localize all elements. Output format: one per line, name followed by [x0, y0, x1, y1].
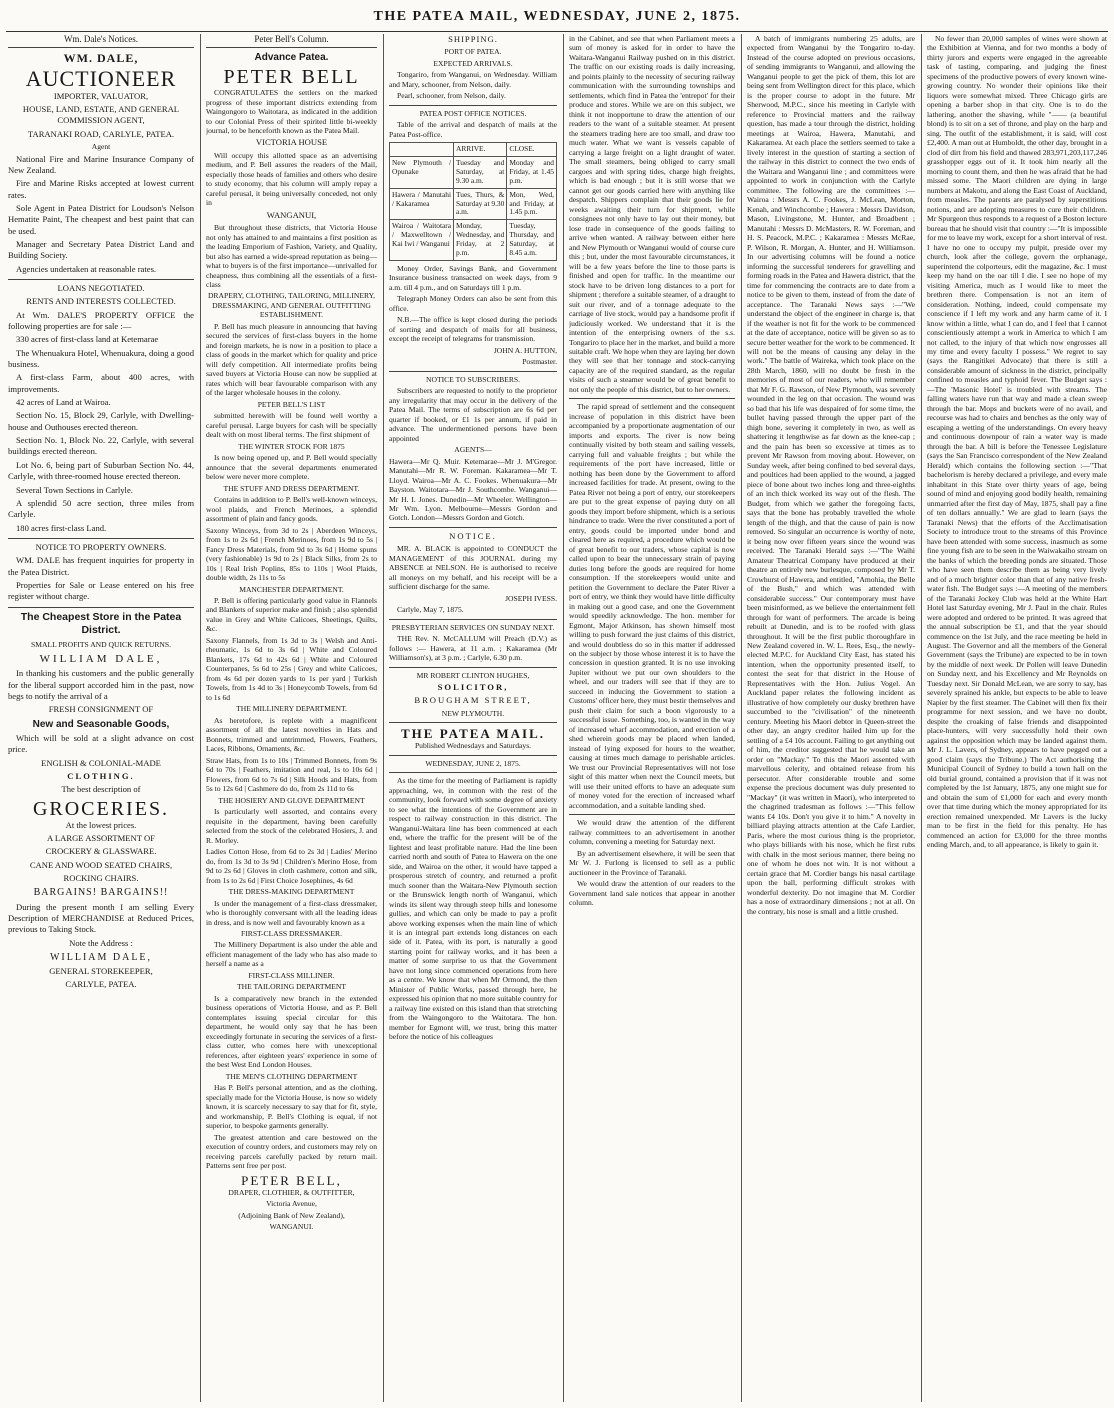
column-news-2	[927, 34, 1107, 1402]
signature: JOHN A. HUTTON,	[493, 345, 557, 355]
subheading: MR ROBERT CLINTON HUGHES,	[416, 670, 530, 680]
paragraph: Will occupy this allotted space as an advertising medium, and P. Bell assures the readers of the Mail, especially those heads of families and others who desire to study economy, that his column will amply repay a careful perusal, it being universally conceded, not only in	[206, 150, 377, 208]
agent-label: Agent	[91, 142, 111, 152]
subheading: LOANS NEGOTIATED.	[57, 283, 145, 293]
auctioneer-title: AUCTIONEER	[25, 65, 177, 91]
column-rule	[200, 34, 201, 1402]
paragraph: Several Town Sections in Carlyle.	[16, 484, 133, 495]
agent-list: Hawera—Mr Q. Muir. Ketemarae—Mr J. M'Gregor. Manutahi—Mr R. W. Foreman. Kakaramea—Mr T. Lloyd. Wairoa—Mr A. C. Fookes. Whenuakura—Mr Bayston. Waitotara—Mr J. Southcombe. Wanganui—Mr H. I. Jones. Dunedin—Mr Wheeler. Wellington—Mr Wm. Lyon. Melbourne—Messrs Gordon and Gotch. London—Messrs Gordon and Gotch.	[389, 456, 557, 523]
paragraph: Fire and Marine Risks accepted at lowest current rates.	[8, 178, 194, 200]
address: TARANAKI ROAD, CARLYLE, PATEA.	[27, 128, 175, 139]
editorial: As the time for the meeting of Parliament is rapidly approaching, we, in common with the rest of the community, look forward with some degree of anxiety to see what the intentions of the Government are in respect to railway construction in this district. The Wanganui-Waitara line has been commenced at each end, where the traffic for the present will be of the lightest and least profitable nature. Had the line been carried north and south of Patea to Hawera on the one side, and Wairoa on the other, it would have tapped a prosperous stretch of country, and returned a profit much sooner than the Waitara-New Plymouth section or the Brunswick length north of Wanganui, which winds its silent way through steep hills and lonesome gullies, and which can only be made to pay a profit above working expenses when the main line of which it is an integral part extends long distances on each side of it. Patea, with its port, is naturally a good starting point for railway works, and it has been a matter of some surprise to us that the Government have not long since commenced operations from here as a centre. We know that when Mr Ormond, the then Minister of Public Works, passed through here, he expressed his opinion that no more suitable country for a railway line existed on this island than that stretching from the Waingongoro to the Waitotara. The hon. member for Egmont will, we trust, bring this matter before the notice of his colleagues	[389, 776, 557, 1042]
subheading: Published Wednesdays and Saturdays.	[414, 741, 532, 751]
masthead: THE PATEA MAIL, WEDNESDAY, JUNE 2, 1875.	[373, 9, 741, 24]
table-row	[390, 157, 557, 189]
divider	[8, 538, 194, 539]
subheading: CROCKERY & GLASSWARE.	[45, 846, 157, 857]
column-peter-bell	[206, 34, 377, 1402]
subheading: The best description of	[61, 784, 141, 795]
subheading: FIRST-CLASS MILLINER.	[248, 970, 335, 980]
subheading: NEW PLYMOUTH.	[441, 708, 505, 718]
table-cell: Tues, Thurs, & Saturday at 9.30 a.m.	[454, 188, 507, 220]
subheading: CLOTHING.	[67, 770, 135, 781]
subheading: CANE AND WOOD SEATED CHAIRS,	[29, 859, 173, 870]
paragraph: Sole Agent in Patea District for Loudson's Nelson Hematite Paint, The cheapest and best paint that can be used.	[8, 202, 194, 236]
paragraph: 330 acres of first-class land at Ketemarae	[16, 334, 159, 345]
column-rule	[383, 34, 384, 1402]
subheading: SMALL PROFITS AND QUICK RETURNS.	[30, 640, 171, 650]
price-list: Ladies Cotton Hose, from 6d to 2s 3d | Ladies' Merino do, from 1s 3d to 3s 9d | Children's Merino Hose, from 9d to 2s 6d | Gloves in cloth cashmere, cotton and silk, from 1s to 2s 6d | First Choice Josephines, 4s 6d	[206, 847, 377, 885]
table-cell: New Plymouth / Opunake	[390, 157, 454, 189]
paragraph: Section No. 15, Block 29, Carlyle, with Dwelling-house and Outhouses erected thereon.	[8, 410, 194, 432]
subheading: DRAPERY, CLOTHING, TAILORING, MILLINERY, DRESSMAKING, AND GENERAL OUTFITTING ESTABLISHMENT.	[207, 291, 376, 320]
subheading: ENGLISH & COLONIAL-MADE	[41, 757, 161, 768]
column-header: Wm. Dale's Notices.	[8, 34, 194, 48]
subheading: PETER BELL'S LIST	[257, 399, 326, 409]
subheading: MANCHESTER DEPARTMENT.	[239, 584, 344, 594]
paragraph: Has P. Bell's personal attention, and as the clothing, specially made for the Victoria House, is now so widely known, it is scarcely necessary to say that for fit, style, and workmanship, P. Bell's Clothing is equal, if not superior, to bespoke garments generally.	[206, 1083, 377, 1131]
section-heading: PATEA POST OFFICE NOTICES.	[419, 108, 527, 118]
mail-table	[389, 142, 557, 261]
subheading: THE WINTER STOCK FOR 1875	[238, 441, 345, 451]
paragraph: By an advertisement elsewhere, it will be seen that Mr W. J. Furlong is licensed to sell as a public auctioneer in the Province of Taranaki.	[569, 848, 735, 877]
table-row	[390, 188, 557, 220]
advertiser-name: WILLIAM DALE,	[49, 951, 153, 963]
price-list: Saxony Winceys, from 3d to 2s | Aberdeen Winceys, from 1s to 2s 6d | French Merinoes, from 1s 9d to 5s | Fancy Dress Materials, from 9d to 3s 6d | Home spuns (very fashionable) 1s 9d to 2s | Black Silks, from 2s to 10s | Real Irish Poplins, 85s to 110s | Wool Plaids, double width, 2s 11s to 5s	[206, 525, 377, 583]
table-header-cell: CLOSE.	[507, 143, 557, 157]
column-news-1	[747, 34, 915, 1402]
paragraph: P. Bell is offering particularly good value in Flannels and Blankets of superior make and finish ; also splendid value in Grey and White Calicoes, Sheetings, Quilts, &c.	[206, 596, 377, 634]
divider	[389, 722, 557, 723]
table-cell: Tuesday and Saturday, at 9.30 a.m.	[454, 157, 507, 189]
table-cell: Tuesday, Thursday, and Saturday, at 8.45 a.m.	[507, 220, 557, 261]
paragraph: The Millinery Department is also under the able and efficient management of the lady who has also made to herself a name as a	[206, 940, 377, 969]
subtitle: IMPORTER, VALUATOR,	[53, 90, 149, 101]
column-shipping	[389, 34, 557, 1402]
editorial: The rapid spread of settlement and the consequent increase of population in this district have been accompanied by a proportionate augmentation of our imports and exports. The river is now being continually visited by both steam and sailing vessels, carrying full and valuable freights ; but while the requirements of the port have increased, little or nothing has been done by the Government to afford increased facilities for trade. At present, owing to the Patea River not being a port of entry, our storekeepers are put to the great expense of paying duty on all goods they import before shipment, which is a serious hindrance to trade. Were the river constituted a port of entry, goods could be imported under bond and cleared here as required, a procedure which would be of great benefit to our traders, whose capital is now called upon to bear the unnecessary strain of paying duties long before the goods are required for home consumption. If the storekeepers would unite and petition the Government to declare the Pater River a port of entry, we think they would have little difficulty in making out a good case, and one the Government would speedily acknowledge. The hon. member for Egmont, Major Atkinson, has shown himself most willing to push forward the just claims of this district, and would doubtless do so in this matter if addressed on the subject by those whose interest it is to have the concession in question granted. It is no use invoking Jupiter without we put our own shoulders to the wheel, and our traders will see that if they are to succeed in inducing the Government to station a Customs' officer here, they must bestir themselves and push their claim for such a boon vigorously to a successful issue. Something, too, is wanted in the way of increased wharf accommodation, and erection of a shed wherein goods may be placed when landed, instead of lying exposed for hours to the weather, causing at times much damage to perishable articles. We trust our Provincial Representatives will not lose sight of this matter when next the Council meets, but will use their united efforts to have an adequate sum of money voted for the erection of increased wharf accommodation, and a suitable landing shed.	[569, 402, 735, 810]
subheading: GENERAL STOREKEEPER,	[49, 966, 153, 977]
paragraph: Telegraph Money Orders can also be sent from this office.	[389, 294, 557, 313]
paragraph: Manager and Secretary Patea District Land and Building Society.	[8, 238, 194, 261]
section-heading: NOTICE TO SUBSCRIBERS.	[425, 374, 521, 384]
subheading: ROCKING CHAIRS.	[63, 872, 139, 883]
table-cell: Hawera / Manutahi / Kakaramea	[390, 188, 454, 220]
paragraph: As heretofore, is replete with a magnificent assortment of all the latest novelties in Hats and Bonnets, trimmed and untrimmed, Flowers, Feathers, Laces, Ribbons, Ornaments, &c.	[206, 715, 377, 754]
paragraph: But throughout these districts, that Victoria House not only has attained to and maintains a first position as the leading Emporium of Fashion, Variety, and Quality, but also has earned a wide-spread reputation as being—what to buyers is of the first importance—unrivalled for cheapness, thus combining all the essentials of a first-class	[206, 223, 377, 289]
dateline: Carlyle, May 7, 1875.	[397, 605, 464, 615]
paragraph: WM. DALE has frequent inquiries for property in the Patea District.	[8, 555, 194, 577]
subheading: BARGAINS! BARGAINS!!	[33, 887, 169, 899]
advertiser-name: WM. DALE,	[63, 50, 139, 65]
paragraph: During the present month I am selling Every Description of MERCHANDISE at Reduced Prices, previous to Taking Stock.	[8, 901, 194, 935]
subheading: BROUGHAM STREET,	[414, 695, 532, 706]
news-items: No fewer than 20,000 samples of wines were shown at the Exhibition at Vienna, and for two months a body of thirty jurors and experts were engaged in the agreeable task of tasting, comparing, and judging the finest specimens of the productive powers of every known wine-growing country. No wonder their opinions like their liquors were somewhat mixed. Three Chicago girls are opening a barber shop in that city. One is to do the lathering, another the shaving, while "—— (a beautiful blond) is to sit on a set of throne, and play on the harp and sing. The outfit of the establishment, it is said, will cost £2,400. A man out at Humboldt, the other day, brought in a clod of dirt from his field and thawed 283,971,203,117,246 grasshopper eggs out of it. It took him nearly all the morning to count them, and then he was afraid that he had missed some. The Maori children are dying in large numbers at Makotu, and along the East Coast of Auckland, from measles. The parents are paralysed by superstitious notions, and are adopting measures to cure their children. Mr Spurgeon thus responds to a request of a Boston lecture bureau that he should visit that country :—"It is impossible for me to leave my work, except for a short interval of rest. I have no one to occupy my pulpit, preside over my church, look after the college, govern the orphanage, superintend the colporteurs, edit the magazine, &c. I must keep my hand on the oar till I die. I see no hope of my visiting America, much as I would like to meet the brethren there. Compensation is not an item of consideration. Nothing, indeed, could compensate my conscience if I left my work and any harm came of it. I know within a little, what I can do, and I feel that I cannot conscientiously attempt a work in America to which I am not called, to the injury of that which now engrosses all my time and every faculty I possess." We regret to say (says the Rangitikei Advocate) that there is still a considerable amount of sickness in the district, principally confined to measles and typhoid fever. The Budget says :—The 'Masonic Hotel' is troubled with streams. The falling waters have run that way and made a clean sweep through the bar. Mops and buckets were of no avail, and recourse was had to chairs and benches as the only way of escaping a wetting of the understandings. On every heavy and continuous downpour of rain a water way is made through the bar. A bill is before the Tenessee Legislature (says the San Francisco correspondent of the New Zealand Herald) which contains the following section :—"That bachelorism is hereby declared a privilege, and every male inhabitant in this State over thirty years of age, being sound of mind and enjoying good bodily health, remaining unmarried after the first day of May, 1875, shall pay a fine of ten dollars annually." We are glad to learn (says the Taranaki News) that the efforts of the Acclimatisation Society to introduce trout to the streams of this Province have been attended with some success, inasmuch as some fine young fish are to be seen in the Waiwakaiho stream on the banks of which the breeding ponds are situated. Those who have seen them describe them as being very lively and of a much brighter color than that of any native fresh-water fish. The Budget says :—A meeting of the members of the Taranaki Jockey Club was held at the White Hart Hotel last Saturday evening, Mr J. Paul in the chair. Rules were adopted and ordered to be printed. It was agreed that the annual subscription be £1, and that the year should commence on the 1st July, and the race meeting be held in August. The Governor and all the members of the General Government (says the Tribune) are expected to be in town by the middle of next week. Dr Pollen will leave Dunedin on Sunday next, and his Excellency and Mr Reynolds on Tuesday next. Sir Donald McLean, we are sorry to say, has severely sprained his ankle, but expects to be able to leave Napier by the first steamer. The Cabinet will then fix their programme for next session, and we have no doubt, despite the croaking of false friends and disappointed place-hunters, will very successfully hold their own against the opposition which may be landed against them. Mr J. L. Lavers, of Sydney, appears to have pegged out a good claim (says the Tribune.) The Act authorising the Municipal Council of Sydney to build a town hall on the old burial ground, contained a provision that if it was not completed by the 1st January, 1875, any one might sue for and obtain the sum of £1,000 for each and every month over that time during which the money appropriated for its erection remained unexpended. Mr Lavers is the lucky man to be first in the field for this penalty. He has commenced an action for £3,000 for the three months ending March, and, to all appearance, is likely to gain it.	[927, 34, 1107, 850]
divider	[389, 755, 557, 756]
table-cell: Wairoa / Waitotara / Maxwelltown / Kai Iwi / Wanganui	[390, 220, 454, 261]
paragraph: Properties for Sale or Lease entered on his free register without charge.	[8, 579, 194, 602]
newspaper-title: THE PATEA MAIL.	[400, 726, 545, 742]
price-list: Saxony Flannels, from 1s 3d to 3s | Welsh and Anti-rheumatic, 1s 6d to 3s 6d | White and Coloured Blankets, 17s 6d to 42s 6d | White and Coloured Counterpanes, 5s 6d to 25s | Grey and white Calicoes, from 4s 6d per dozen yards to 1s per yard | Turkish Towels, from 1s 4d to 3s | Honeycomb Towels, from 6d to 1s 6d	[206, 635, 377, 702]
signature: JOSEPH IVESS.	[505, 593, 557, 603]
subheading: At the lowest prices.	[65, 819, 137, 830]
store-heading: The Cheapest Store in the Patea District.	[20, 610, 182, 637]
subheading: Note the Address :	[69, 937, 133, 948]
paragraph: Money Order, Savings Bank, and Government Insurance business transacted on week days, from 9 a.m. till 4 p.m., and on Saturdays till 1 p.m.	[389, 263, 557, 292]
advertiser-name: PETER BELL,	[241, 1172, 342, 1188]
paragraph: Table of the arrival and despatch of mails at the Patea Post-office.	[389, 120, 557, 139]
subheading: RENTS AND INTERESTS COLLECTED.	[26, 296, 176, 307]
paragraph: submitted herewith will be found well worthy a careful perusal. Large buyers for cash will be specially dealt with on most liberal terms. The first shipment of	[206, 411, 377, 440]
subheading: Advance Patea.	[254, 51, 329, 63]
subheading: VICTORIA HOUSE	[255, 137, 328, 148]
paragraph: The greatest attention and care bestowed on the execution of country orders, and customers may rely on receiving parcels carefully packed by return mail. Patterns sent free per post.	[206, 1132, 377, 1171]
paragraph: Is now being opened up, and P. Bell would specially announce that the several departments enumerated below were never more complete.	[206, 453, 377, 482]
subheading: New and Seasonable Goods,	[32, 718, 170, 730]
divider	[569, 814, 735, 815]
dateline: WEDNESDAY, JUNE 2, 1875.	[425, 758, 521, 768]
paragraph: 180 acres first-class Land.	[16, 522, 107, 533]
column-header: Peter Bell's Column.	[206, 34, 377, 48]
column-wm-dale	[8, 34, 194, 1402]
subheading: THE MEN'S CLOTHING DEPARTMENT	[225, 1071, 358, 1081]
paragraph: The Whenuakura Hotel, Whenuakura, doing a good business.	[8, 347, 194, 370]
news-items: A batch of immigrants numbering 25 adults, are expected from Wanganui by the Tongariro to-day. Instead of the course adopted on previous occasions, of sending immigrants to Wanganui, and allowing the Wanganui people to get the pick of them, this lot are being sent from Wellington direct for this place, which is the proper course to adopt in the future. Mr Sherwood, M.P.C., since his meeting in Carlyle with reference to Provincial matters and the railway question, has made a tour through the district, holding meetings at Wairoa, Hawera, Manutahi, and Kakaramea. At each place the settlers seemed to take a lively interest in the question of starting a section of the railway in this district to connect the two ends of the Waitara and Wanganui line ; and committees were appointed to work in conjunction with the Carlyle committee. The following are the committees :—Wairoa : Messrs A. C. Fookes, J. McLean, Morton, Kenah, and Winchcombe ; Hawera : Messrs Davidson, Mason, Livingstone, M. Hunter, and Broadbent ; Manutahi : Messrs D. McMasters, R. W. Foreman, and H. S. Peacock, M.P.C. ; Kakaramea : Messrs McRae, P. Wilson, R. Morgan, A. Hunter, and H. Williamson. In our advertising columns will be found a notice informing the successful tenderers for gravelling and forming roads in the Patea and Hawera district, that the time for commencing the contracts are to date from a notice to be given to them, instead of from the date of acceptance. The Taranaki News says :—"We understand the object of the engineer in charge is, that if the weather is not fit for the work to be commenced at the date of acceptance, notice will be given so as to secure better weather for the work to be commenced. It will not be the means of causing any delay in the work." The battle of Waireka, which took place on the 28th March, 1860, will no doubt be fresh in the memories of most of our readers, who will remember that Mr F. G. Rawson, of New Plymouth, was severely wounded in the leg on that occasion. The wound was so bad that his life was despaired of for some time, the bullet having passed through the upper part of the thigh bone, severing it completely in two, as well as shattering it lengthwise as far down as the knee-cap ; and the pain has been so excessive at times as to prevent Mr Rawson from moving about. However, on Sunday week, after being confined to bed several days, and poultices had been applied to the wound, a jagged piece of bone about two inches long and three-eighths of an inch thick worked its way out of the flesh. The Budget, from which we gather the foregoing facts, says that the bone has probably travelled the whole length of the thigh, and that the cause of pain is now removed. So singular an occurrence is worthy of note, it being now over fifteen years since the wound was received. The Taranaki Herald says :—"The Waihi Amateur Theatrical Company have produced at their theatre an entirely new burlesque, composed by Mr T. Crowhurst of Hawera, and entitled, "Amohia, the Belle of the Bush," and which was attended with considerable success." Our contemporary must have been misinformed, as we believe the entertainment fell through for want of performers. The arcade is being rebuilt at Dunedin, and is to be roofed with glass throughout. It will be the first public thoroughfare in New Zealand covered in. W. L. Rees, Esq., the newly-elected M.P.C. for Auckland City East, has stated his intention, when the opportunity presented itself, to contest the seat for that district in the House of Representatives with the Hon. Julius Vogel. An Auckland paper relates the following incident as illustrative of how completely our dusky brethren have succumbed to the "civilisation" of the nineteenth century. Meeting his Maori debtor in Queen-street the other day, an angry creditor hailed him up for the settling of a £4 10s account. Failing to get anything out of him, the creditor suggested that he would take an order on "Mackay." To this the Maori assented with marvellous celerity, and obtained release from his persecutor. After considerable trouble and some expense the precious document was duly presented to "Mackay" (it was written in Maori), who interpreted to the chagrined tradesman as follows :—"This fellow wants £4 10s. Don't you give it to him." A novelty in billiard playing attracts attention at the Cafe Lardier, Paris, where the most curious thing is the proprietor, who plays billiards with his nose, which he first rubs with chalk in the most serious manner, there being no one of whom he does not win. It is not without a certain grace that M. Cordier bangs his nasal cartilage upon the ball, performing difficult strokes with wonderful dexterity. Do not imagine that M. Cordier has a nose of extraordinary dimensions ; not at all. On the contrary, his nose is small and a little crushed.	[747, 34, 915, 916]
paragraph: Contains in addition to P. Bell's well-known winceys, wool plaids, and French Merinoes, a splendid assortment of plain and fancy goods.	[206, 495, 377, 524]
table-cell: Mon, Wed, and Friday, at 1.45 p.m.	[507, 188, 557, 220]
subheading: FIRST-CLASS DRESSMAKER.	[241, 928, 342, 938]
paragraph: Is a comparatively new branch in the extended business operations of Victoria House, and as P. Bell contemplates issuing special circular for this department, he would only say that he has been exceedingly fortunate in securing the services of a first-class cutter, who comes here with unexceptional references, after eighteen years' experience in some of the best West End London Houses.	[206, 993, 377, 1070]
column-rule	[741, 34, 742, 1402]
subheading: PORT OF PATEA.	[444, 47, 502, 57]
subheading: AGENTS—	[454, 445, 492, 455]
paragraph: Subscribers are requested to notify to the proprietor any irregularity that may occur in the delivery of the Patea Mail. The terms of subscription are 6s 6d per quarter if booked, or £1 1s per annum, if paid in advance. The undermentioned persons have been appointed	[389, 386, 557, 443]
advertiser-name: PETER BELL	[223, 66, 360, 89]
paragraph: A first-class Farm, about 400 acres, with improvements.	[8, 372, 194, 394]
paragraph: 42 acres of Land at Wairoa.	[16, 397, 111, 408]
paragraph: At Wm. DALE'S PROPERTY OFFICE the following properties are for sale :—	[8, 309, 194, 332]
price-list: Straw Hats, from 1s to 10s | Trimmed Bonnets, from 9s 6d to 70s | Feathers, imitation and real, 1s to 10s 6d | Flowers, from 6d to 7s 6d | Silk Hoods and Hats, from 5s to 12s 6d | Cashmere do do, from 2s 11d to 6s	[206, 755, 377, 794]
paragraph: In thanking his customers and the public generally for the liberal support accorded him in the past, now begs to notify the arrival of a	[8, 668, 194, 701]
divider	[389, 527, 557, 528]
section-heading: NOTICE.	[449, 530, 497, 541]
paragraph: Lot No. 6, being part of Suburban Section No. 44, Carlyle, with three-roomed house erected thereon.	[8, 459, 194, 482]
paragraph: P. Bell has much pleasure in announcing that having secured the services of first-class buyers in the home and foreign markets, he is now in a position to place a class of goods in the market which for quality and price will defy competition. All intermediate profits being saved buyers at Victoria House can now be supplied at rates which will bear favourable comparison with any of the larger wholesale houses in the colony.	[206, 321, 377, 398]
subheading: Victoria Avenue,	[266, 1199, 317, 1209]
paragraph: Is particularly well assorted, and contains every requisite in the department, having been carefully selected from the stock of the celebrated Hosiers, J. and R. Morley.	[206, 807, 377, 845]
subheading: THE DRESS-MAKING DEPARTMENT	[228, 887, 355, 897]
paragraph: Agencies undertaken at reasonable rates.	[16, 263, 157, 274]
groceries-title: GROCERIES.	[32, 797, 170, 820]
paragraph: Section No. 1, Block No. 22, Carlyle, with several buildings erected thereon.	[8, 435, 194, 457]
paragraph: A splendid 50 acre section, three miles from Carlyle.	[8, 497, 194, 520]
section-heading: SHIPPING.	[448, 34, 498, 44]
subheading: EXPECTED ARRIVALS.	[433, 58, 513, 68]
paragraph: Which will be sold at a slight advance on cost price.	[8, 732, 194, 755]
editorial: in the Cabinet, and see that when Parliament meets a sum of money is asked for in order to have the Waitara-Wanganui Railway pushed on in this district. The traffic on our existing roads is daily increasing, and points plainly to the necessity of securing railway communication with the surrounding townships and settlements, which find in Patea the 'entrepot' for their produce and stores. While we are on this subject, we think it not inopportune to draw the attention of our readers to the want of a suitable steamer. At present the steamers trading here are too small, and draw too much water. What we want is vessels capable of carrying a large freight on a light draught of water. The small steamers, being obliged to carry small cargoes and with spring tides, charge high freights, which is bad enough ; but it is still worse that we cannot get our goods carried here with anything like despatch. Shippers complain that their goods lie for weeks awaiting their turn for shipment, while consignees not only have to lay out their money, but lose trade in consequence of the goods failing to arrive when wanted. A railway between either here and New Plymouth or Wanganui would of course cure this ; but, under the most favourable circumstances, it will be a few years before the line to those parts is finished and open for traffic. In the meantime our stock have to be driven long distances to a port for shipment ; therefore a suitable steamer, of a draught to suit our river, and of a tonnage adequate to the carriage of live stock, would pay a handsome profit if judiciously worked. We understand that it is the intention of the enterprising owners of the s.s. Tongariro to place her in the market, and build a more suitable craft. We hope when they are laying her down they will see that her tonnage and stock-carrying capacity are of the required standard, as the regular visits of such a steamer would be of great benefit to not only the people of this district, but to her owners.	[569, 34, 735, 394]
paragraph: Is under the management of a first-class dressmaker, who is thoroughly conversant with all the leading ideas in dress, and is now well and favourably known as a	[206, 898, 377, 927]
table-header-cell	[390, 143, 454, 157]
subheading: NOTICE TO PROPERTY OWNERS.	[35, 541, 167, 552]
divider	[389, 619, 557, 620]
subheading: CARLYLE, PATEA.	[65, 979, 137, 990]
paragraph: CONGRATULATES the settlers on the marked progress of these important districts extending from Waingongoro to Waitotara, as indicated in the addition to our Colonial Press of their spirited little bi-weekly journal, to be henceforth known as the Patea Mail.	[206, 88, 377, 135]
divider	[569, 398, 735, 399]
paragraph: Pearl, schooner, from Nelson, daily.	[397, 91, 506, 101]
paragraph: National Fire and Marine Insurance Company of New Zealand.	[8, 153, 194, 175]
divider	[8, 607, 194, 608]
paragraph: Tongariro, from Wanganui, on Wednesday. William and Mary, schooner, from Nelson, daily.	[389, 70, 557, 89]
subheading: WANGANUI.	[269, 1222, 314, 1232]
subheading: THE HOSIERY AND GLOVE DEPARTMENT	[218, 795, 365, 805]
table-header-cell: ARRIVE.	[454, 143, 507, 157]
subheading: THE STUFF AND DRESS DEPARTMENT.	[223, 483, 360, 493]
paragraph: We would draw the attention of the different railway committees to an advertisement in another column, convening a meeting for Saturday next.	[569, 818, 735, 847]
signature: Postmaster.	[522, 357, 557, 367]
divider	[389, 371, 557, 372]
divider	[389, 667, 557, 668]
table-cell: Monday and Friday, at 1.45 p.m.	[507, 157, 557, 189]
divider	[8, 279, 194, 280]
advertiser-name: WILLIAM DALE,	[39, 652, 163, 665]
subheading: DRAPER, CLOTHIER, & OUTFITTER,	[228, 1187, 355, 1197]
paragraph: THE Rev. N. McCALLUM will Preach (D.V.) as follows :— Hawera, at 11 a.m. ; Kakaramea (Mr Williamson's), at 3 p.m. ; Carlyle, 6.30 p.m.	[389, 634, 557, 663]
table-row	[390, 220, 557, 261]
paragraph: N.B.—The office is kept closed during the periods of sorting and despatch of mails for all business, except the receipt of telegrams for transmission.	[389, 315, 557, 344]
subheading: SOLICITOR,	[437, 682, 509, 693]
masthead-rule	[6, 31, 1108, 32]
subheading: THE MILLINERY DEPARTMENT.	[236, 704, 347, 714]
table-cell: Monday, Wednesday, and Friday, at 2 p.m.	[454, 220, 507, 261]
section-heading: PRESBYTERIAN SERVICES ON SUNDAY NEXT.	[391, 622, 555, 632]
column-editorial	[569, 34, 735, 1402]
divider	[389, 772, 557, 773]
subheading: FRESH CONSIGNMENT OF	[48, 704, 154, 715]
paragraph: MR. A. BLACK is appointed to CONDUCT the MANAGEMENT of this JOURNAL during my ABSENCE at NELSON. He is authorised to receive all moneys on my behalf, and his receipt will be a sufficient discharge for the same.	[389, 544, 557, 592]
column-rule	[563, 34, 564, 1402]
divider	[389, 105, 557, 106]
column-rule	[921, 34, 922, 1402]
subheading: THE TAILORING DEPARTMENT	[236, 982, 347, 992]
subheading: A LARGE ASSORTMENT OF	[47, 832, 155, 843]
paragraph: We would draw the attention of our readers to the Government land sale notices that appear in another column.	[569, 879, 735, 908]
subheading: (Adjoining Bank of New Zealand),	[238, 1210, 345, 1220]
subheading: WANGANUI,	[266, 209, 317, 220]
subtitle: HOUSE, LAND, ESTATE, AND GENERAL COMMISSION AGENT,	[22, 104, 180, 126]
